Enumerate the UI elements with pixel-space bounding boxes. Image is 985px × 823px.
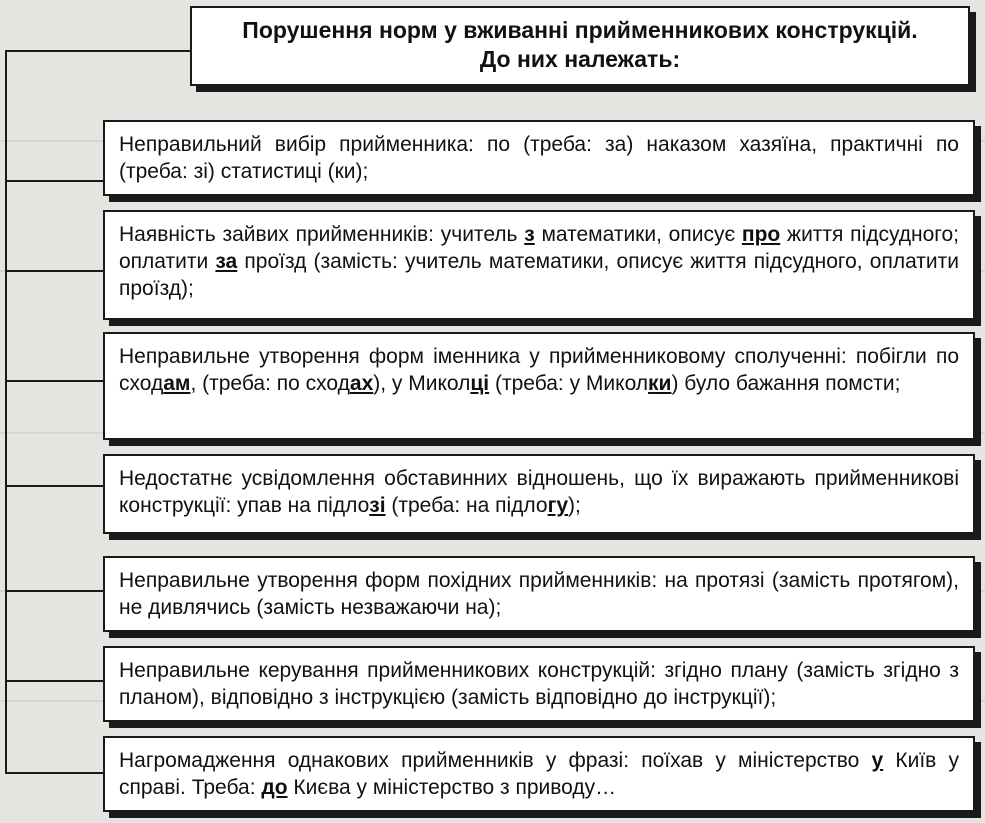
item-text bbox=[119, 568, 959, 622]
text-fragment: , (треба: по сход bbox=[190, 371, 350, 395]
connector-tick bbox=[5, 50, 195, 52]
text-fragment: (треба: на підло bbox=[385, 493, 548, 517]
emphasized-fragment: про bbox=[741, 223, 781, 246]
connector-tick bbox=[5, 590, 108, 592]
connector-tick bbox=[5, 380, 108, 382]
emphasized-fragment: за bbox=[215, 249, 238, 273]
text-fragment: ) було бажання помсти; bbox=[671, 371, 901, 395]
emphasized-fragment: у bbox=[871, 749, 884, 772]
connector-tick bbox=[5, 772, 108, 774]
item-box-6 bbox=[103, 646, 975, 722]
item-box-4 bbox=[103, 454, 975, 534]
diagram-title: Порушення норм у вживанні прийменникових конструкцій. bbox=[242, 17, 918, 43]
text-fragment: Неправильне утворення форм іменника у прийменниковому сполученні: побігли по сход bbox=[119, 345, 959, 395]
item-text bbox=[119, 222, 959, 303]
emphasized-fragment: до bbox=[261, 775, 288, 799]
emphasized-fragment: ки bbox=[648, 371, 672, 395]
text-fragment: математики, описує bbox=[534, 223, 742, 246]
item-box-5 bbox=[103, 556, 975, 632]
emphasized-fragment: ці bbox=[470, 371, 490, 395]
text-fragment: ), у Микол bbox=[373, 371, 471, 395]
emphasized-fragment: ах bbox=[349, 371, 374, 395]
item-text bbox=[119, 344, 959, 398]
connector-tick bbox=[5, 180, 108, 182]
text-fragment: Неправильний вибір прийменника: по (треба: за) наказом хазяїна, практичні по (треба: зі) статистиці (ки); bbox=[119, 133, 959, 183]
item-box-3 bbox=[103, 332, 975, 440]
diagram-title-box bbox=[190, 6, 970, 86]
connector-tick bbox=[5, 485, 108, 487]
item-box-1 bbox=[103, 120, 975, 196]
item-text bbox=[119, 466, 959, 520]
item-text bbox=[119, 132, 959, 186]
emphasized-fragment: зі bbox=[369, 493, 386, 517]
item-box-2 bbox=[103, 210, 975, 320]
text-fragment: Недостатнє усвідомлення обставинних відношень, що їх виражають прийменникові конструкції: упав на підло bbox=[119, 467, 959, 517]
emphasized-fragment: гу bbox=[547, 493, 569, 517]
item-text bbox=[119, 748, 959, 802]
diagram-subtitle: До них належать: bbox=[479, 45, 681, 72]
text-fragment: проїзд (замість: учитель математики, описує життя підсудного, оплатити проїзд); bbox=[119, 249, 959, 300]
connector-spine bbox=[5, 50, 7, 772]
emphasized-fragment: з bbox=[524, 223, 535, 246]
connector-tick bbox=[5, 680, 108, 682]
emphasized-fragment: ам bbox=[163, 371, 191, 395]
connector-tick bbox=[5, 270, 108, 272]
item-text bbox=[119, 658, 959, 712]
text-fragment: Неправильне керування прийменникових конструкцій: згідно плану (замість згідно з планом), відповідно з інструкцією (замість відповідно до інструкції); bbox=[119, 659, 959, 709]
text-fragment: Києва у міністерство з приводу… bbox=[287, 775, 617, 799]
item-box-7 bbox=[103, 736, 975, 812]
text-fragment: Неправильне утворення форм похідних прийменників: на протязі (замість протягом), не дивлячись (замість незважаючи на); bbox=[119, 569, 959, 619]
text-fragment: Наявність зайвих прийменників: учитель bbox=[119, 223, 525, 246]
text-fragment: (треба: у Микол bbox=[489, 371, 649, 395]
text-fragment: Нагромадження однакових прийменників у фразі: поїхав у міністерство bbox=[119, 749, 872, 772]
text-fragment: життя підсудного; оплатити bbox=[119, 223, 959, 273]
text-fragment: Київ у справі. Треба: bbox=[119, 749, 959, 799]
text-fragment: ); bbox=[568, 493, 581, 517]
